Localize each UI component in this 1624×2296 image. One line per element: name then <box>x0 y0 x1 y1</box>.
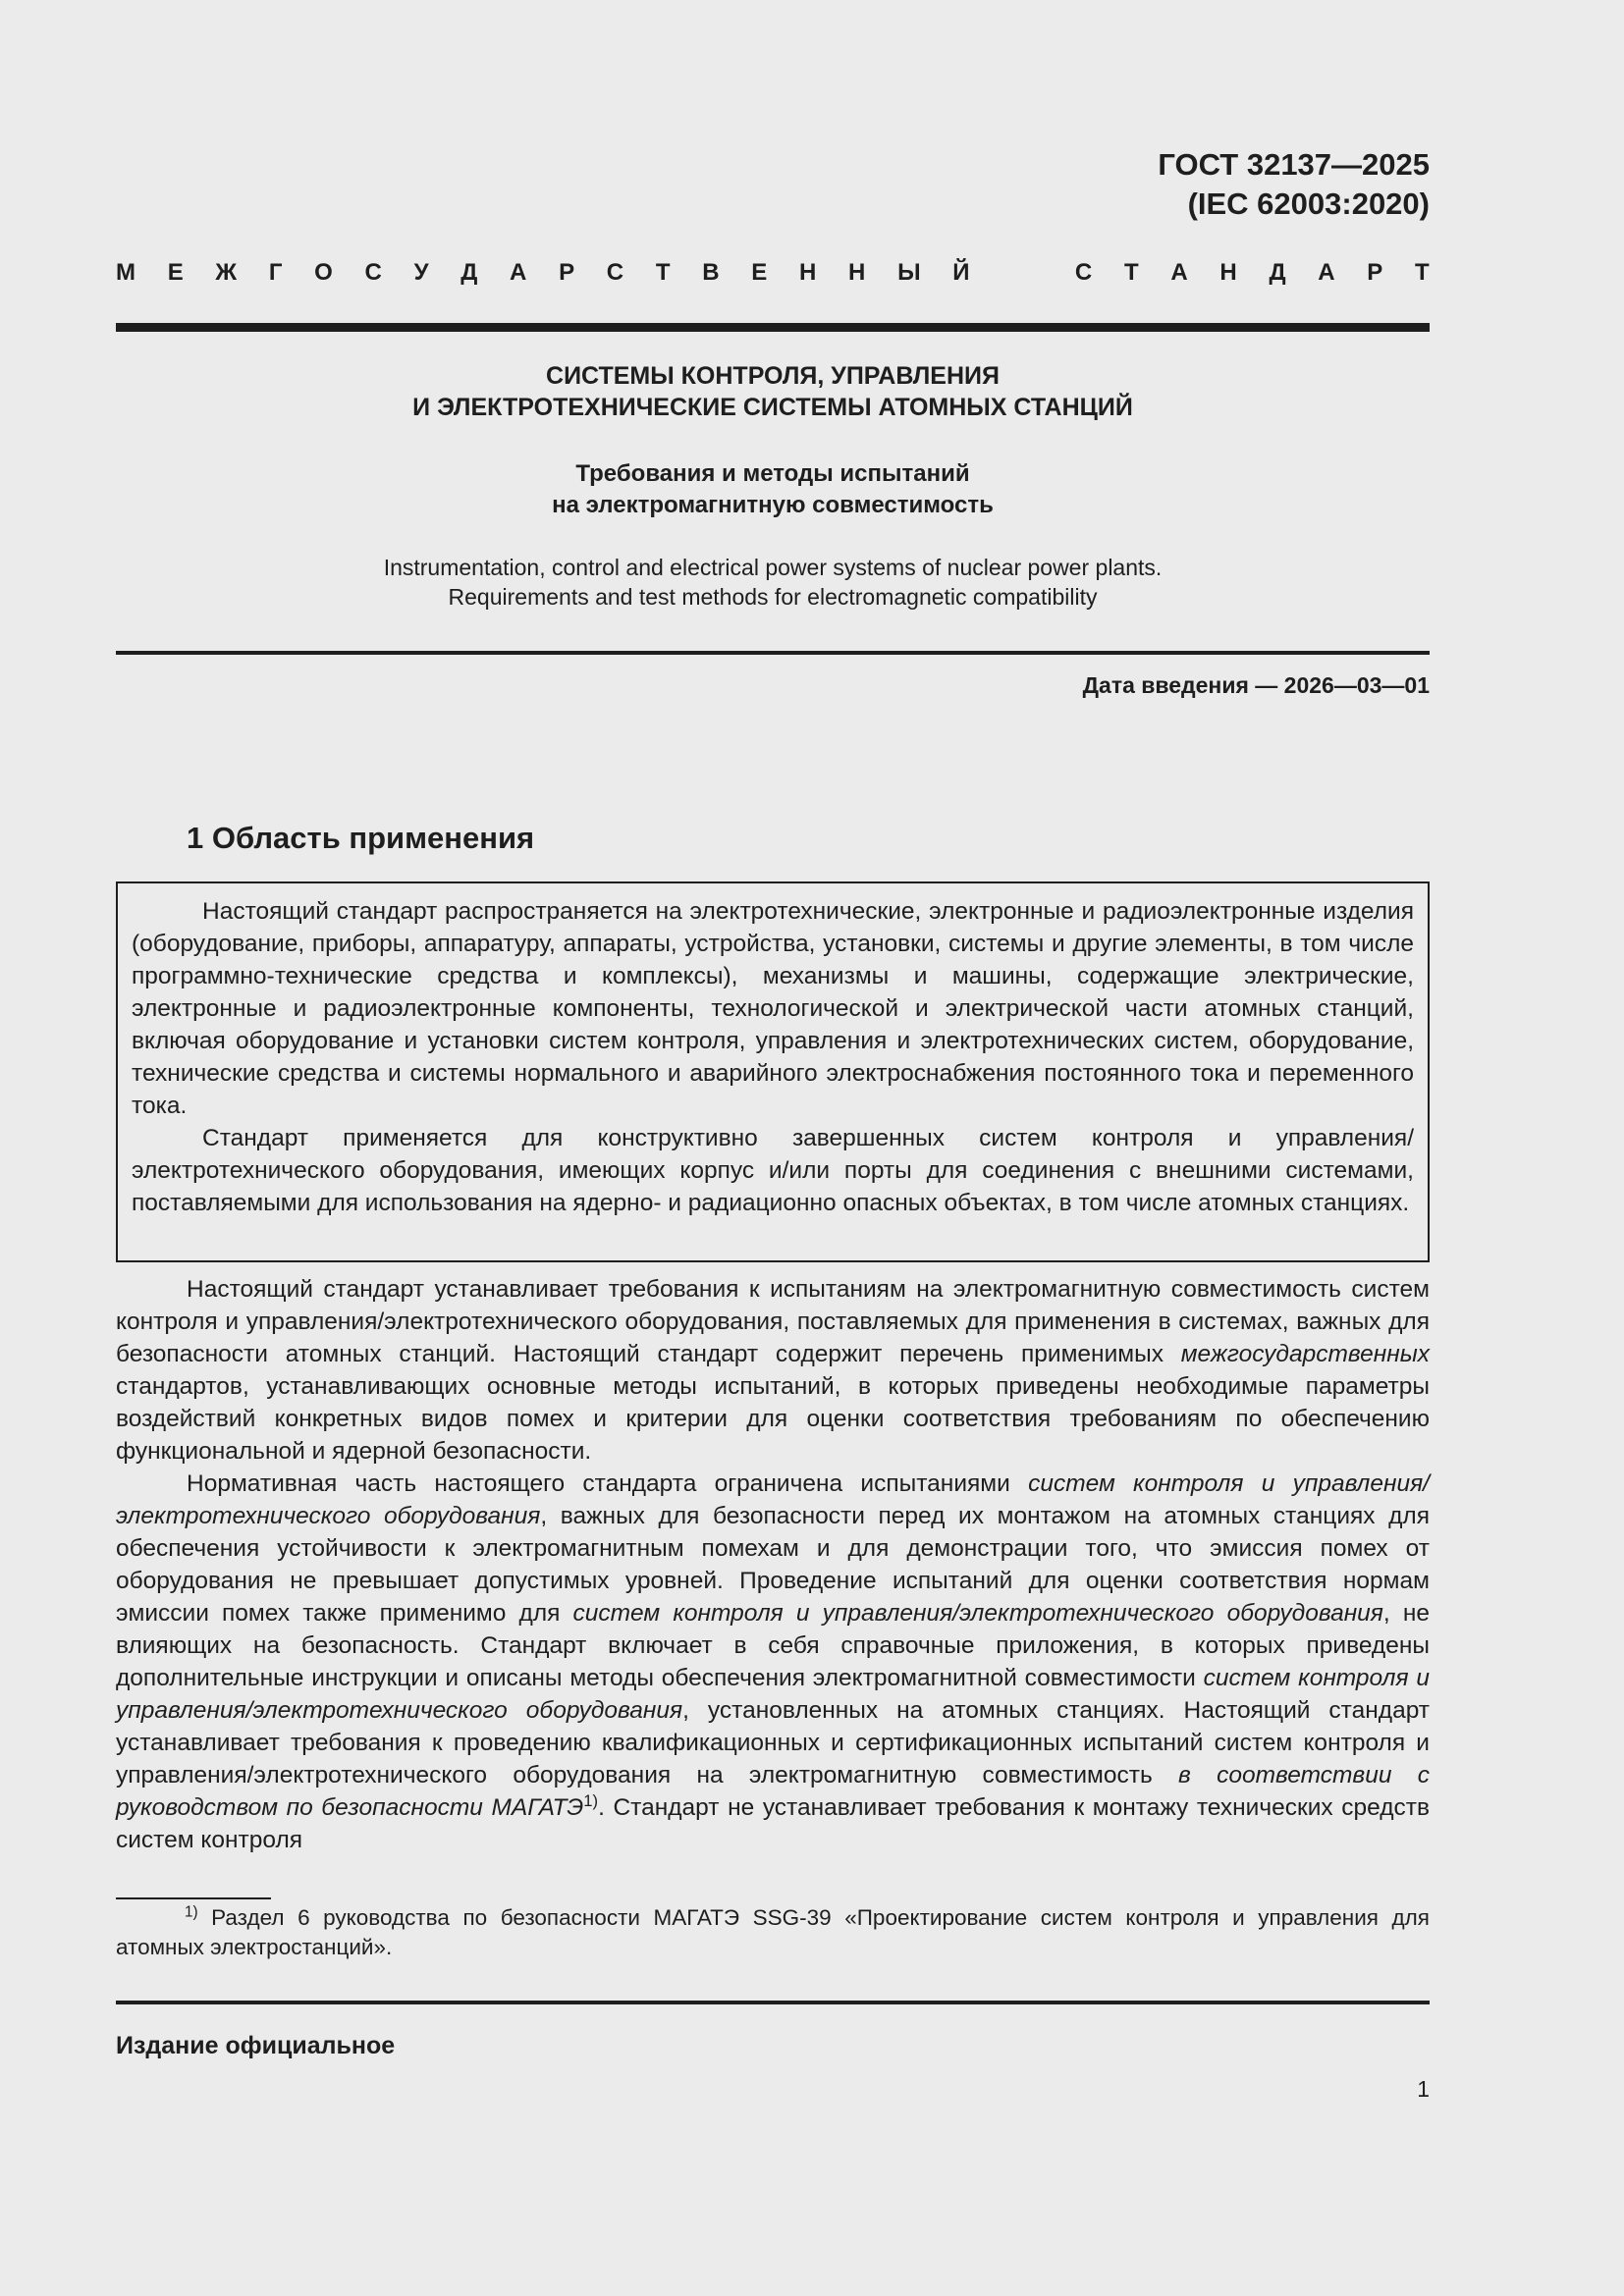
kind-letter: Т <box>1415 259 1430 286</box>
footnote <box>116 1903 1430 1962</box>
footnote-text: Раздел 6 руководства по безопасности МАГАТЭ SSG-39 «Проектирование систем контроля и управления для атомных электростанций». <box>116 1905 1430 1959</box>
kind-letter: М <box>116 259 135 286</box>
emphasis-text: межгосударственных <box>1180 1341 1430 1367</box>
boxed-paragraph: Настоящий стандарт распространяется на электротехнические, электронные и радиоэлектронные изделия (оборудование, приборы, аппаратуру, аппараты, устройства, установки, системы и другие элементы, в том числе программно-технические средства и комплексы), механизмы и машины, содержащие электрические, электронные и радиоэлектронные компоненты, технологической и электрической части атомных станций, включая оборудование и установки систем контроля, управления и электротехнических систем, оборудование, технические средства и системы нормального и аварийного электроснабжения постоянного тока и переменного тока. <box>132 898 1414 1119</box>
english-title-line-1: Instrumentation, control and electrical power systems of nuclear power plants. <box>383 555 1163 580</box>
footnote-marker: 1) <box>185 1903 198 1921</box>
introduction-date: Дата введения — 2026—03—01 <box>1082 672 1430 698</box>
kind-letter: Т <box>1123 259 1139 286</box>
edition-label: Издание официальное <box>116 2032 396 2059</box>
boxed-paragraph: Стандарт применяется для конструктивно завершенных систем контроля и управления/электротехнического оборудования, имеющих корпус и/или порты для соединения с внешними системами, поставляемыми для использования на ядерно- и радиационно опасных объектах, в том числе атомных станциях. <box>132 1125 1414 1216</box>
kind-letter: С <box>606 259 624 286</box>
emphasis-text: систем контроля и управления/электротехнического оборудования <box>572 1600 1383 1627</box>
body-paragraph: Нормативная часть настоящего стандарта ограничена испытаниями систем контроля и управления/электротехнического оборудования, важных для безопасности перед их монтажом на атомных станциях для обеспечения устойчивости к электромагнитным помехам и для демонстрации того, что эмиссия помех от оборудования не превышает допустимых уровней. Проведение испытаний для оценки соответствия нормам эмиссии помех также применимо для систем контроля и управления/электротехнического оборудования, не влияющих на безопасность. Стандарт включает в себя справочные приложения, в которых приведены дополнительные инструкции и описаны методы обеспечения электромагнитной совместимости систем контроля и управления/электротехнического оборудования, установленных на атомных станциях. Настоящий стандарт устанавливает требования к проведению квалификационных и сертификационных испытаний систем контроля и управления/электротехнического оборудования на электромагнитную совместимость в соответствии с руководством по безопасности МАГАТЭ$^{1)}$. Стандарт не устанавливает требования к монтажу технических средств систем контроля <box>116 1470 1431 1853</box>
kind-letter: Й <box>952 259 970 286</box>
kind-letter: Ы <box>897 259 921 286</box>
kind-letter: В <box>702 259 720 286</box>
footnote-reference[interactable]: 1) <box>583 1790 599 1810</box>
kind-letter: О <box>314 259 333 286</box>
kind-letter: Т <box>655 259 671 286</box>
title-line-1: СИСТЕМЫ КОНТРОЛЯ, УПРАВЛЕНИЯ <box>546 362 1000 390</box>
designation-iec: (IEC 62003:2020) <box>1187 187 1430 221</box>
kind-letter: С <box>364 259 382 286</box>
english-title-line-2: Requirements and test methods for electromagnetic compatibility <box>448 584 1098 610</box>
body-paragraph: Настоящий стандарт устанавливает требования к испытаниям на электромагнитную совместимость систем контроля и управления/электротехнического оборудования, поставляемых для применения в системах, важных для безопасности атомных станций. Настоящий стандарт содержит перечень применимых межгосударственных стандартов, устанавливающих основные методы испытаний, в которых приведены необходимые параметры воздействий конкретных видов помех и критерии для оценки соответствия требованиям по обеспечению функциональной и ядерной безопасности. <box>116 1276 1430 1465</box>
footer-rule <box>116 2001 1430 2004</box>
boxed-scope-text <box>116 881 1430 1262</box>
title-rule <box>116 651 1430 655</box>
kind-letter: Н <box>1219 259 1237 286</box>
kind-letter: Г <box>268 259 283 286</box>
kind-word-gap <box>1001 258 1043 288</box>
kind-letter: Р <box>559 259 575 286</box>
standard-title <box>116 360 1430 423</box>
designation-gost: ГОСТ 32137—2025 <box>1158 147 1430 182</box>
kind-letter: А <box>1318 259 1335 286</box>
kind-letter: Ж <box>215 259 238 286</box>
kind-letter: Е <box>751 259 768 286</box>
header-rule <box>116 323 1430 332</box>
subtitle-line-2: на электромагнитную совместимость <box>552 492 994 518</box>
kind-letter: Р <box>1367 259 1383 286</box>
emphasis-text: в соответствии с руководством по безопасности МАГАТЭ <box>116 1762 1430 1821</box>
standard-designation <box>1158 145 1430 224</box>
title-line-2: И ЭЛЕКТРОТЕХНИЧЕСКИЕ СИСТЕМЫ АТОМНЫХ СТАНЦИЙ <box>412 394 1133 421</box>
kind-letter: А <box>1170 259 1188 286</box>
kind-letter: Н <box>798 259 817 286</box>
page-number: 1 <box>1417 2076 1430 2102</box>
kind-letter: Е <box>167 259 184 286</box>
subtitle-line-1: Требования и методы испытаний <box>575 460 970 487</box>
scope-body <box>116 1273 1430 1856</box>
standard-kind-heading <box>116 258 1430 288</box>
emphasis-text: систем контроля и управления/электротехнического оборудования <box>116 1665 1431 1724</box>
footnote-separator <box>116 1897 271 1899</box>
standard-subtitle <box>116 458 1430 521</box>
kind-letter: Н <box>848 259 866 286</box>
kind-letter: А <box>510 259 527 286</box>
kind-letter: Д <box>460 259 478 286</box>
english-title <box>116 553 1430 612</box>
section-heading: 1 Область применения <box>187 821 535 855</box>
kind-letter: У <box>413 259 429 286</box>
kind-letter: С <box>1074 259 1093 286</box>
emphasis-text: систем контроля и управления/электротехнического оборудования <box>116 1470 1430 1529</box>
kind-letter: Д <box>1269 259 1286 286</box>
